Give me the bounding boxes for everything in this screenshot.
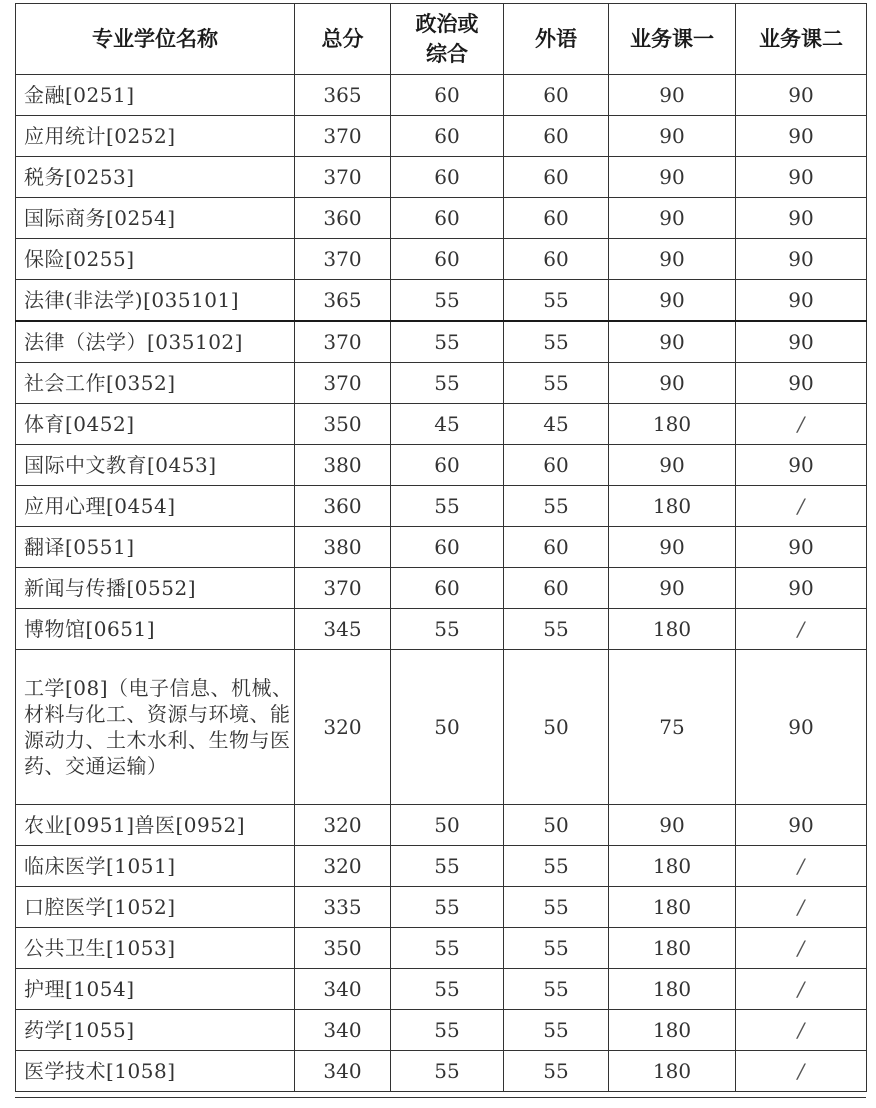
- cell-total: 370: [295, 568, 391, 609]
- cell-course2: /: [736, 969, 867, 1010]
- cell-name: 金融[0251]: [16, 75, 295, 116]
- table-row: [16, 363, 867, 404]
- cell-course1: 180: [609, 486, 736, 527]
- cell-politics: 60: [391, 239, 504, 280]
- cell-foreign: 55: [504, 321, 609, 363]
- cell-total: 335: [295, 887, 391, 928]
- header-course2: 业务课二: [736, 4, 867, 75]
- cell-course1: 90: [609, 116, 736, 157]
- table-row: [16, 486, 867, 527]
- cell-total: 360: [295, 486, 391, 527]
- table-row: [16, 198, 867, 239]
- cell-foreign: 55: [504, 609, 609, 650]
- cell-name: 翻译[0551]: [16, 527, 295, 568]
- cell-politics: 55: [391, 969, 504, 1010]
- cell-name: 医学技术[1058]: [16, 1051, 295, 1092]
- cell-course2: 90: [736, 198, 867, 239]
- cell-course1: 90: [609, 239, 736, 280]
- table-row: [16, 969, 867, 1010]
- cell-foreign: 60: [504, 445, 609, 486]
- table-row: [16, 321, 867, 363]
- cell-foreign: 55: [504, 486, 609, 527]
- cell-foreign: 60: [504, 157, 609, 198]
- table-row: [16, 568, 867, 609]
- cell-foreign: 60: [504, 198, 609, 239]
- table-row: [16, 805, 867, 846]
- cell-name: 社会工作[0352]: [16, 363, 295, 404]
- cell-course1: 90: [609, 527, 736, 568]
- cell-politics: 55: [391, 609, 504, 650]
- cell-foreign: 60: [504, 239, 609, 280]
- cell-course2: /: [736, 846, 867, 887]
- cell-name: 工学[08]（电子信息、机械、材料与化工、资源与环境、能源动力、土木水利、生物与医药、交通运输）: [16, 650, 295, 805]
- cell-name: 公共卫生[1053]: [16, 928, 295, 969]
- cell-course1: 90: [609, 157, 736, 198]
- cell-course2: 90: [736, 568, 867, 609]
- cell-foreign: 60: [504, 75, 609, 116]
- cell-total: 370: [295, 321, 391, 363]
- cell-total: 370: [295, 116, 391, 157]
- cell-course1: 180: [609, 928, 736, 969]
- cell-course1: 90: [609, 445, 736, 486]
- cell-name: 法律(非法学)[035101]: [16, 280, 295, 322]
- cell-total: 360: [295, 198, 391, 239]
- cell-politics: 55: [391, 846, 504, 887]
- cell-politics: 60: [391, 568, 504, 609]
- header-name: 专业学位名称: [16, 4, 295, 75]
- cell-name: 保险[0255]: [16, 239, 295, 280]
- cell-course2: /: [736, 609, 867, 650]
- header-foreign: 外语: [504, 4, 609, 75]
- cell-name: 口腔医学[1052]: [16, 887, 295, 928]
- cell-name: 药学[1055]: [16, 1010, 295, 1051]
- cell-course2: 90: [736, 445, 867, 486]
- cell-course2: /: [736, 486, 867, 527]
- table-row: [16, 846, 867, 887]
- cell-course1: 90: [609, 805, 736, 846]
- cell-total: 350: [295, 404, 391, 445]
- cell-politics: 60: [391, 198, 504, 239]
- cell-politics: 50: [391, 805, 504, 846]
- cell-politics: 55: [391, 1051, 504, 1092]
- cell-total: 380: [295, 445, 391, 486]
- table-row: [16, 609, 867, 650]
- cell-course1: 90: [609, 280, 736, 322]
- cell-politics: 55: [391, 363, 504, 404]
- table-body: [16, 75, 867, 1092]
- table-row: [16, 650, 867, 805]
- cell-politics: 45: [391, 404, 504, 445]
- cell-course2: /: [736, 1051, 867, 1092]
- cell-name: 国际中文教育[0453]: [16, 445, 295, 486]
- table-row: [16, 887, 867, 928]
- header-total: 总分: [295, 4, 391, 75]
- cell-course1: 90: [609, 75, 736, 116]
- header-politics-label: 政治或综合: [415, 12, 479, 66]
- cell-name: 应用统计[0252]: [16, 116, 295, 157]
- cell-foreign: 55: [504, 363, 609, 404]
- table-row: [16, 445, 867, 486]
- cell-politics: 60: [391, 75, 504, 116]
- cell-course2: /: [736, 1010, 867, 1051]
- cell-total: 320: [295, 805, 391, 846]
- cell-name: 应用心理[0454]: [16, 486, 295, 527]
- cell-course1: 180: [609, 1051, 736, 1092]
- header-row: [16, 4, 867, 75]
- cell-course2: 90: [736, 527, 867, 568]
- table-row: [16, 928, 867, 969]
- header-course1: 业务课一: [609, 4, 736, 75]
- cell-politics: 50: [391, 650, 504, 805]
- cell-course2: /: [736, 404, 867, 445]
- score-line-table: [15, 3, 867, 1092]
- cell-politics: 55: [391, 486, 504, 527]
- cell-course2: 90: [736, 321, 867, 363]
- cell-course1: 180: [609, 609, 736, 650]
- cell-foreign: 55: [504, 280, 609, 322]
- cell-course1: 180: [609, 404, 736, 445]
- cell-foreign: 45: [504, 404, 609, 445]
- cell-name: 体育[0452]: [16, 404, 295, 445]
- cell-foreign: 55: [504, 969, 609, 1010]
- cell-foreign: 60: [504, 116, 609, 157]
- cell-foreign: 50: [504, 805, 609, 846]
- cell-course2: 90: [736, 280, 867, 322]
- table-row: [16, 75, 867, 116]
- cell-foreign: 50: [504, 650, 609, 805]
- cell-course2: /: [736, 887, 867, 928]
- cell-course2: 90: [736, 116, 867, 157]
- cell-course1: 90: [609, 198, 736, 239]
- cell-politics: 60: [391, 527, 504, 568]
- cell-total: 320: [295, 846, 391, 887]
- cell-total: 340: [295, 1051, 391, 1092]
- cell-name: 博物馆[0651]: [16, 609, 295, 650]
- cell-politics: 55: [391, 928, 504, 969]
- cell-name: 农业[0951]兽医[0952]: [16, 805, 295, 846]
- cell-foreign: 60: [504, 568, 609, 609]
- cell-foreign: 55: [504, 887, 609, 928]
- cell-total: 370: [295, 363, 391, 404]
- cell-foreign: 55: [504, 1010, 609, 1051]
- table-row: [16, 116, 867, 157]
- cell-politics: 60: [391, 445, 504, 486]
- cell-course2: /: [736, 928, 867, 969]
- table-row: [16, 157, 867, 198]
- cell-course2: 90: [736, 157, 867, 198]
- cell-course2: 90: [736, 650, 867, 805]
- cell-course1: 180: [609, 887, 736, 928]
- cell-total: 370: [295, 157, 391, 198]
- cell-politics: 55: [391, 280, 504, 322]
- cell-foreign: 55: [504, 928, 609, 969]
- cell-course1: 75: [609, 650, 736, 805]
- table-row: [16, 404, 867, 445]
- cell-course2: 90: [736, 75, 867, 116]
- cell-politics: 55: [391, 887, 504, 928]
- cell-politics: 60: [391, 116, 504, 157]
- cell-course1: 90: [609, 321, 736, 363]
- cell-total: 345: [295, 609, 391, 650]
- cell-total: 340: [295, 1010, 391, 1051]
- cell-foreign: 55: [504, 1051, 609, 1092]
- cell-politics: 60: [391, 157, 504, 198]
- cell-course1: 180: [609, 969, 736, 1010]
- cell-course2: 90: [736, 805, 867, 846]
- cell-politics: 55: [391, 321, 504, 363]
- table-row: [16, 1051, 867, 1092]
- table-row: [16, 239, 867, 280]
- cell-foreign: 55: [504, 846, 609, 887]
- cell-course1: 90: [609, 568, 736, 609]
- cell-course2: 90: [736, 363, 867, 404]
- cell-total: 380: [295, 527, 391, 568]
- cell-name: 法律（法学）[035102]: [16, 321, 295, 363]
- cell-total: 370: [295, 239, 391, 280]
- cell-name: 税务[0253]: [16, 157, 295, 198]
- table-row: [16, 527, 867, 568]
- cell-course1: 180: [609, 846, 736, 887]
- cell-total: 340: [295, 969, 391, 1010]
- cell-total: 365: [295, 280, 391, 322]
- cell-total: 350: [295, 928, 391, 969]
- header-politics: [391, 4, 504, 75]
- table-row: [16, 1010, 867, 1051]
- cell-course1: 180: [609, 1010, 736, 1051]
- cell-total: 365: [295, 75, 391, 116]
- cell-name: 临床医学[1051]: [16, 846, 295, 887]
- cell-name: 国际商务[0254]: [16, 198, 295, 239]
- cell-total: 320: [295, 650, 391, 805]
- cell-course2: 90: [736, 239, 867, 280]
- cell-foreign: 60: [504, 527, 609, 568]
- cell-course1: 90: [609, 363, 736, 404]
- cell-politics: 55: [391, 1010, 504, 1051]
- cell-name: 新闻与传播[0552]: [16, 568, 295, 609]
- table-row: [16, 280, 867, 322]
- cell-name: 护理[1054]: [16, 969, 295, 1010]
